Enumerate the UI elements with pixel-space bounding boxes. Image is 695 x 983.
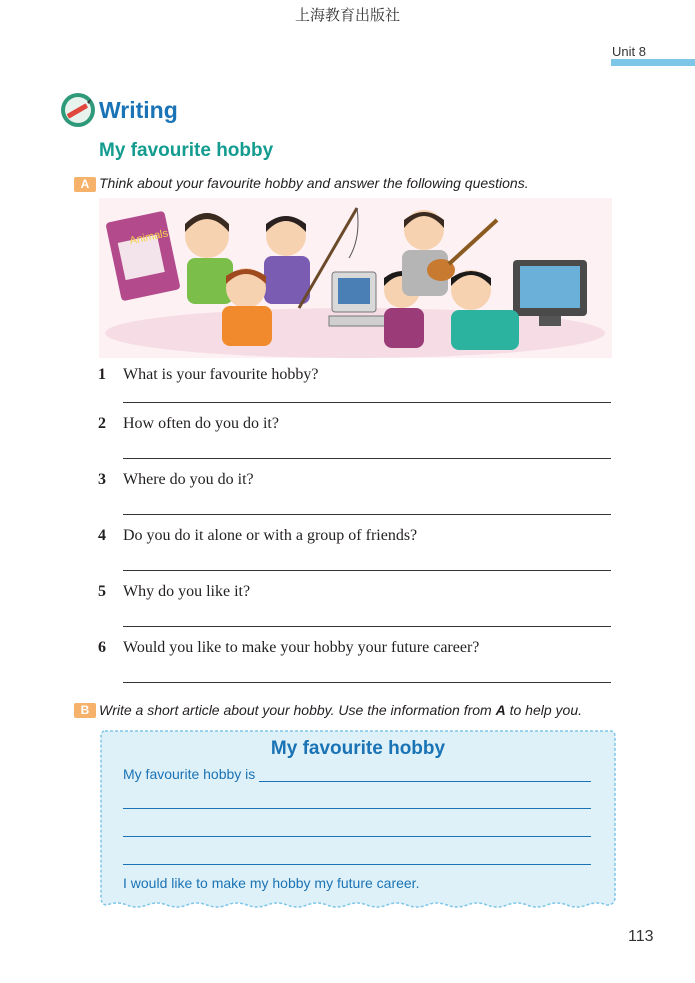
- unit-label: Unit 8: [612, 44, 646, 59]
- badge-a: A: [74, 177, 96, 192]
- instruction-b: Write a short article about your hobby. Use the information from A to help you.: [99, 702, 582, 718]
- box-start-text: My favourite hobby is: [123, 766, 256, 782]
- children-hobbies-illustration: [99, 198, 612, 358]
- question-5-number: 5: [98, 583, 106, 600]
- box-end-text: I would like to make my hobby my future career.: [123, 875, 420, 891]
- question-5-text: Why do you like it?: [123, 583, 251, 600]
- box-line-4[interactable]: [123, 864, 591, 865]
- answer-line-6[interactable]: [123, 682, 611, 683]
- question-1-number: 1: [98, 366, 106, 383]
- box-line-2[interactable]: [123, 808, 591, 809]
- answer-line-3[interactable]: [123, 514, 611, 515]
- question-1-text: What is your favourite hobby?: [123, 366, 319, 383]
- question-4-number: 4: [98, 527, 106, 544]
- question-6-number: 6: [98, 639, 106, 656]
- unit-bar: [611, 59, 695, 66]
- svg-text:Animals: Animals: [128, 227, 170, 248]
- pencil-icon: [60, 92, 96, 128]
- answer-line-5[interactable]: [123, 626, 611, 627]
- section-subtitle: My favourite hobby: [99, 140, 274, 161]
- publisher-name: 上海教育出版社: [294, 6, 400, 24]
- question-3-number: 3: [98, 471, 106, 488]
- question-4-text: Do you do it alone or with a group of friends?: [123, 527, 418, 544]
- page-number: 113: [628, 928, 654, 945]
- badge-b: B: [74, 703, 96, 718]
- box-title: My favourite hobby: [270, 738, 446, 759]
- question-3-text: Where do you do it?: [123, 471, 254, 488]
- answer-line-4[interactable]: [123, 570, 611, 571]
- question-2-text: How often do you do it?: [123, 415, 279, 432]
- answer-line-1[interactable]: [123, 402, 611, 403]
- box-line-3[interactable]: [123, 836, 591, 837]
- section-title: Writing: [99, 97, 178, 123]
- instruction-a: Think about your favourite hobby and answer the following questions.: [99, 175, 529, 191]
- question-2-number: 2: [98, 415, 106, 432]
- question-6-text: Would you like to make your hobby your future career?: [123, 639, 480, 656]
- box-line-1[interactable]: [259, 781, 591, 782]
- answer-line-2[interactable]: [123, 458, 611, 459]
